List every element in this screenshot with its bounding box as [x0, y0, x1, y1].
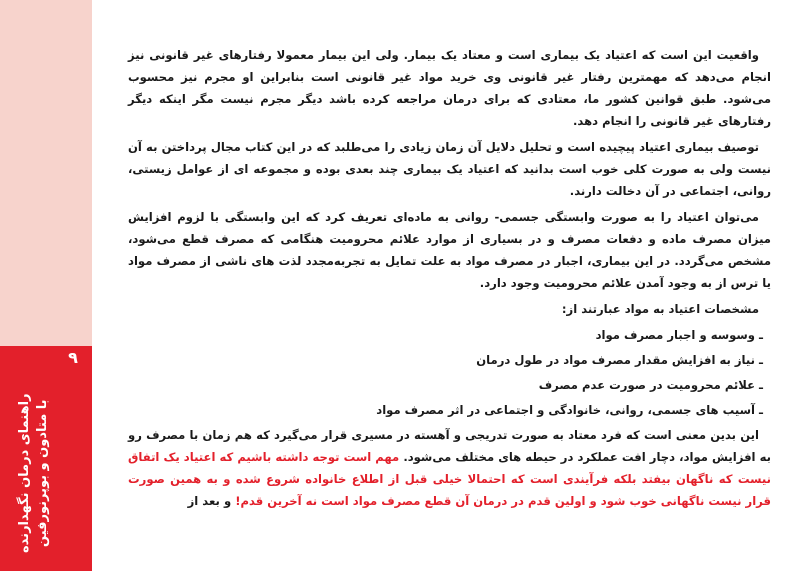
book-title-line2: با متادون و بوپرنورفین — [35, 399, 50, 547]
paragraph-1: واقعیت این است که اعتیاد یک بیماری است و معتاد یک بیمار. ولی این بیمار معمولا رفتارهای غیر قانونی نیز انجام می‌دهد که مهمترین رفتار غیر قانونی وی خرید مواد غیر قانونی است بنابراین او مجرم نیز محسوب می‌شود. طبق قوانین کشور ما، معتادی که برای درمان مراجعه کرده باشد دیگر مجرم نیست مگر اینکه دیگر رفتارهای غیر قانونی را انجام دهد. — [128, 48, 771, 128]
paragraph-4-text: این بدین معنی است که فرد معتاد به صورت تدریجی و آهسته در مسیری قرار می‌گیرد که هم زمان با مصرف رو به افزایش مواد، دچار افت عملکرد در حیطه های مختلف می‌شود. — [128, 428, 771, 464]
book-title-vertical — [16, 378, 88, 568]
main-text — [128, 44, 771, 516]
paragraph-4 — [128, 424, 771, 512]
list-item: ـ وسوسه و اجبار مصرف مواد — [595, 328, 763, 342]
book-title-line1: راهنمای درمان نگهدارنده — [17, 393, 32, 553]
paragraph-4-tail: و بعد از — [187, 494, 232, 508]
paragraph-2: توصیف بیماری اعتیاد پیچیده است و تحلیل دلایل آن زمان زیادی را می‌طلبد که در این کتاب مجال پرداختن به آن نیست ولی به صورت کلی خوب است بدانید که اعتیاد یک بیماری چند بعدی بوده و مجموعه ای از عوامل زیستی، روانی، اجتماعی در آن دخالت دارند. — [128, 140, 771, 198]
list-item: ـ علائم محرومیت در صورت عدم مصرف — [538, 378, 763, 392]
paragraph-4-highlight: مهم است توجه داشته باشیم که اعتیاد یک اتفاق نیست که ناگهان بیفتد بلکه فرآیندی است که احتمالا خیلی قبل از اطلاع خانواده شروع شده و به همین صورت قرار نیست ناگهانی خوب شود و اولین قدم در درمان آن قطع مصرف مواد است نه آخرین قدم! — [128, 450, 771, 508]
page-number: ۹ — [68, 348, 78, 367]
paragraph-3: می‌توان اعتیاد را به صورت وابستگی جسمی- روانی به ماده‌ای تعریف کرد که این وابستگی با لزوم افزایش میزان مصرف ماده و دفعات مصرف و در بسیاری از موارد علائم محرومیت هنگامی که مصرف قطع می‌شود، مشخص می‌گردد. در این بیماری، اجبار در مصرف مواد به علت تمایل به تجربه‌مجدد لذت های ناشی از مصرف مواد یا ترس از به وجود آمدن علائم محرومیت وجود دارد. — [128, 210, 771, 290]
list-intro: مشخصات اعتیاد به مواد عبارتند از: — [561, 302, 759, 316]
list-item: ـ نیاز به افزایش مقدار مصرف مواد در طول درمان — [476, 353, 763, 367]
list-item: ـ آسیب های جسمی، روانی، خانوادگی و اجتماعی در اثر مصرف مواد — [376, 403, 763, 417]
